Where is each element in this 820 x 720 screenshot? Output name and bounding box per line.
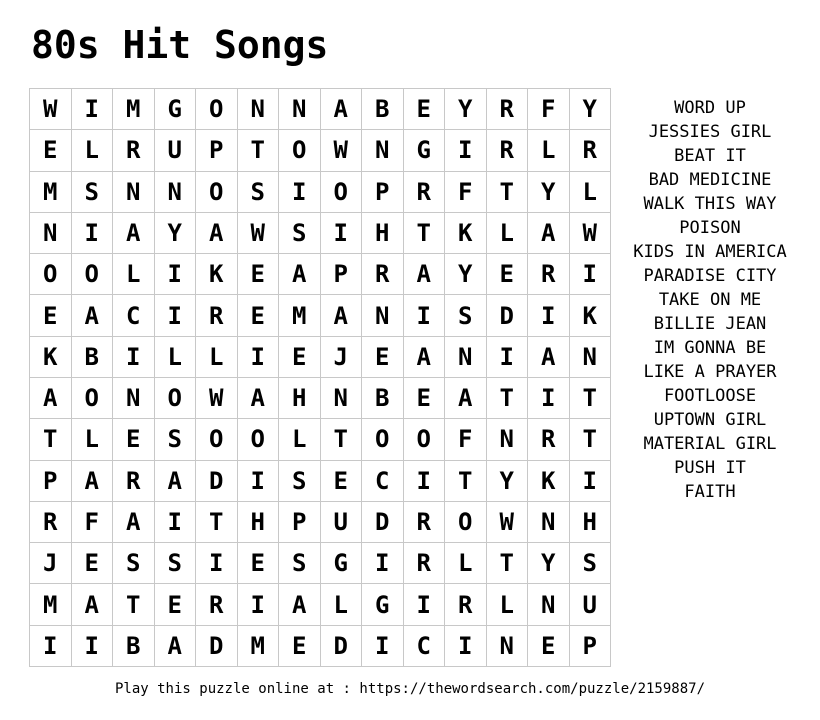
- word-list-item: FAITH: [684, 482, 736, 502]
- grid-cell[interactable]: K: [528, 461, 570, 502]
- grid-cell[interactable]: Y: [570, 89, 612, 130]
- grid-cell[interactable]: R: [196, 295, 238, 336]
- grid-cell[interactable]: R: [487, 89, 529, 130]
- grid-cell[interactable]: I: [72, 89, 114, 130]
- grid-cell[interactable]: O: [238, 419, 280, 460]
- grid-cell[interactable]: D: [321, 626, 363, 667]
- grid-cell[interactable]: W: [238, 213, 280, 254]
- grid-cell[interactable]: N: [113, 172, 155, 213]
- grid-cell[interactable]: I: [155, 254, 197, 295]
- grid-cell[interactable]: C: [404, 626, 446, 667]
- grid-cell[interactable]: I: [113, 337, 155, 378]
- grid-cell[interactable]: E: [404, 378, 446, 419]
- grid-cell[interactable]: S: [445, 295, 487, 336]
- grid-cell[interactable]: U: [155, 130, 197, 171]
- grid-cell[interactable]: K: [196, 254, 238, 295]
- grid-cell[interactable]: T: [238, 130, 280, 171]
- grid-cell[interactable]: H: [238, 502, 280, 543]
- grid-cell[interactable]: S: [155, 419, 197, 460]
- grid-cell[interactable]: A: [30, 378, 72, 419]
- grid-cell[interactable]: N: [528, 584, 570, 625]
- grid-cell[interactable]: O: [196, 172, 238, 213]
- grid-cell[interactable]: N: [155, 172, 197, 213]
- grid-cell[interactable]: H: [570, 502, 612, 543]
- grid-cell[interactable]: E: [362, 337, 404, 378]
- grid-cell[interactable]: A: [155, 626, 197, 667]
- word-list-item: WORD UP: [674, 98, 746, 118]
- grid-cell[interactable]: F: [445, 172, 487, 213]
- grid-cell[interactable]: F: [445, 419, 487, 460]
- grid-cell[interactable]: Y: [155, 213, 197, 254]
- grid-cell[interactable]: Y: [445, 254, 487, 295]
- grid-cell[interactable]: T: [487, 543, 529, 584]
- grid-cell[interactable]: I: [445, 626, 487, 667]
- grid-cell[interactable]: T: [487, 172, 529, 213]
- grid-cell[interactable]: O: [279, 130, 321, 171]
- grid-cell[interactable]: I: [279, 172, 321, 213]
- grid-cell[interactable]: A: [528, 213, 570, 254]
- grid-cell[interactable]: L: [72, 419, 114, 460]
- grid-cell[interactable]: A: [238, 378, 280, 419]
- grid-cell[interactable]: L: [155, 337, 197, 378]
- grid-cell[interactable]: I: [72, 626, 114, 667]
- grid-cell[interactable]: O: [155, 378, 197, 419]
- grid-cell[interactable]: E: [30, 295, 72, 336]
- grid-cell[interactable]: A: [113, 213, 155, 254]
- grid-cell[interactable]: N: [445, 337, 487, 378]
- grid-cell[interactable]: I: [570, 254, 612, 295]
- grid-cell[interactable]: L: [279, 419, 321, 460]
- grid-cell[interactable]: Y: [445, 89, 487, 130]
- grid-cell[interactable]: N: [362, 130, 404, 171]
- grid-cell[interactable]: D: [196, 461, 238, 502]
- grid-cell[interactable]: U: [570, 584, 612, 625]
- puzzle-title: 80s Hit Songs: [31, 23, 329, 67]
- grid-cell[interactable]: R: [113, 461, 155, 502]
- grid-cell[interactable]: A: [528, 337, 570, 378]
- grid-cell[interactable]: A: [155, 461, 197, 502]
- grid-cell[interactable]: G: [404, 130, 446, 171]
- grid-cell[interactable]: B: [113, 626, 155, 667]
- grid-cell[interactable]: N: [528, 502, 570, 543]
- grid-cell[interactable]: W: [196, 378, 238, 419]
- grid-cell[interactable]: S: [279, 461, 321, 502]
- grid-cell[interactable]: I: [196, 543, 238, 584]
- grid-cell[interactable]: G: [321, 543, 363, 584]
- grid-cell[interactable]: E: [30, 130, 72, 171]
- grid-cell[interactable]: A: [72, 461, 114, 502]
- word-list-item: UPTOWN GIRL: [653, 410, 767, 430]
- word-list-item: BILLIE JEAN: [653, 314, 767, 334]
- grid-cell[interactable]: T: [113, 584, 155, 625]
- grid-cell[interactable]: L: [570, 172, 612, 213]
- grid-cell[interactable]: E: [113, 419, 155, 460]
- grid-cell[interactable]: E: [238, 543, 280, 584]
- grid-cell[interactable]: E: [404, 89, 446, 130]
- grid-cell[interactable]: I: [238, 337, 280, 378]
- grid-cell[interactable]: R: [30, 502, 72, 543]
- grid-cell[interactable]: D: [196, 626, 238, 667]
- grid-cell[interactable]: R: [445, 584, 487, 625]
- grid-cell[interactable]: T: [321, 419, 363, 460]
- grid-cell[interactable]: I: [528, 378, 570, 419]
- grid-cell[interactable]: I: [404, 584, 446, 625]
- grid-cell[interactable]: P: [321, 254, 363, 295]
- grid-cell[interactable]: O: [196, 89, 238, 130]
- grid-cell[interactable]: S: [238, 172, 280, 213]
- grid-cell[interactable]: H: [279, 378, 321, 419]
- grid-cell[interactable]: S: [72, 172, 114, 213]
- grid-cell[interactable]: I: [238, 461, 280, 502]
- grid-cell[interactable]: R: [362, 254, 404, 295]
- grid-cell[interactable]: R: [404, 543, 446, 584]
- grid-cell[interactable]: E: [321, 461, 363, 502]
- grid-cell[interactable]: L: [487, 213, 529, 254]
- footer-play-online-text: Play this puzzle online at : https://thewordsearch.com/puzzle/2159887/: [114, 681, 705, 697]
- grid-cell[interactable]: E: [487, 254, 529, 295]
- grid-cell[interactable]: I: [72, 213, 114, 254]
- grid-cell[interactable]: A: [279, 584, 321, 625]
- grid-cell[interactable]: T: [404, 213, 446, 254]
- grid-cell[interactable]: S: [279, 543, 321, 584]
- grid-cell[interactable]: I: [362, 543, 404, 584]
- grid-cell[interactable]: I: [404, 461, 446, 502]
- grid-cell[interactable]: O: [321, 172, 363, 213]
- grid-cell[interactable]: P: [570, 626, 612, 667]
- grid-cell[interactable]: N: [238, 89, 280, 130]
- grid-cell[interactable]: L: [321, 584, 363, 625]
- grid-cell[interactable]: R: [404, 502, 446, 543]
- grid-cell[interactable]: S: [570, 543, 612, 584]
- grid-cell[interactable]: I: [155, 295, 197, 336]
- grid-cell[interactable]: L: [72, 130, 114, 171]
- grid-cell[interactable]: M: [30, 584, 72, 625]
- grid-cell[interactable]: O: [196, 419, 238, 460]
- word-list-item: WALK THIS WAY: [643, 194, 777, 214]
- grid-cell[interactable]: E: [238, 254, 280, 295]
- grid-cell[interactable]: R: [528, 419, 570, 460]
- grid-cell[interactable]: Y: [487, 461, 529, 502]
- grid-cell[interactable]: O: [445, 502, 487, 543]
- letter-grid[interactable]: [29, 88, 611, 667]
- grid-cell[interactable]: Y: [528, 543, 570, 584]
- grid-cell[interactable]: O: [404, 419, 446, 460]
- grid-cell[interactable]: W: [570, 213, 612, 254]
- word-list-item: IM GONNA BE: [653, 338, 767, 358]
- grid-cell[interactable]: I: [238, 584, 280, 625]
- grid-cell[interactable]: R: [528, 254, 570, 295]
- grid-cell[interactable]: E: [279, 337, 321, 378]
- grid-cell[interactable]: S: [155, 543, 197, 584]
- grid-cell[interactable]: S: [279, 213, 321, 254]
- word-list-item: LIKE A PRAYER: [643, 362, 777, 382]
- grid-cell[interactable]: T: [445, 461, 487, 502]
- grid-cell[interactable]: A: [404, 337, 446, 378]
- grid-cell[interactable]: E: [528, 626, 570, 667]
- grid-cell[interactable]: I: [528, 295, 570, 336]
- grid-cell[interactable]: M: [30, 172, 72, 213]
- word-list-item: PARADISE CITY: [643, 266, 777, 286]
- word-list-item: JESSIES GIRL: [648, 122, 772, 142]
- grid-cell[interactable]: O: [362, 419, 404, 460]
- grid-cell[interactable]: N: [279, 89, 321, 130]
- grid-cell[interactable]: K: [30, 337, 72, 378]
- grid-cell[interactable]: F: [72, 502, 114, 543]
- grid-cell[interactable]: E: [72, 543, 114, 584]
- grid-cell[interactable]: N: [113, 378, 155, 419]
- grid-cell[interactable]: A: [445, 378, 487, 419]
- grid-cell[interactable]: P: [279, 502, 321, 543]
- grid-cell[interactable]: J: [321, 337, 363, 378]
- grid-cell[interactable]: O: [72, 254, 114, 295]
- word-list-item: FOOTLOOSE: [663, 386, 757, 406]
- grid-cell[interactable]: R: [113, 130, 155, 171]
- grid-cell[interactable]: D: [362, 502, 404, 543]
- grid-cell[interactable]: W: [321, 130, 363, 171]
- grid-cell[interactable]: T: [30, 419, 72, 460]
- grid-cell[interactable]: N: [30, 213, 72, 254]
- grid-cell[interactable]: I: [321, 213, 363, 254]
- grid-cell[interactable]: R: [404, 172, 446, 213]
- grid-cell[interactable]: N: [487, 626, 529, 667]
- grid-cell[interactable]: A: [321, 89, 363, 130]
- grid-cell[interactable]: R: [487, 130, 529, 171]
- grid-cell[interactable]: T: [196, 502, 238, 543]
- grid-cell[interactable]: T: [487, 378, 529, 419]
- grid-cell[interactable]: K: [570, 295, 612, 336]
- grid-cell[interactable]: N: [321, 378, 363, 419]
- word-list-item: TAKE ON ME: [658, 290, 762, 310]
- grid-cell[interactable]: A: [72, 295, 114, 336]
- grid-cell[interactable]: O: [72, 378, 114, 419]
- grid-cell[interactable]: A: [404, 254, 446, 295]
- grid-cell[interactable]: L: [445, 543, 487, 584]
- grid-cell[interactable]: H: [362, 213, 404, 254]
- grid-cell[interactable]: Y: [528, 172, 570, 213]
- grid-cell[interactable]: P: [362, 172, 404, 213]
- grid-cell[interactable]: P: [30, 461, 72, 502]
- word-list-item: POISON: [679, 218, 741, 238]
- grid-cell[interactable]: O: [30, 254, 72, 295]
- grid-cell[interactable]: C: [113, 295, 155, 336]
- grid-cell[interactable]: P: [196, 130, 238, 171]
- grid-cell[interactable]: A: [72, 584, 114, 625]
- grid-cell[interactable]: I: [570, 461, 612, 502]
- grid-cell[interactable]: U: [321, 502, 363, 543]
- grid-cell[interactable]: E: [238, 295, 280, 336]
- grid-cell[interactable]: E: [155, 584, 197, 625]
- grid-cell[interactable]: D: [487, 295, 529, 336]
- grid-cell[interactable]: I: [155, 502, 197, 543]
- grid-cell[interactable]: W: [487, 502, 529, 543]
- word-list-item: KIDS IN AMERICA: [633, 242, 787, 262]
- grid-cell[interactable]: I: [30, 626, 72, 667]
- grid-cell[interactable]: N: [487, 419, 529, 460]
- grid-cell[interactable]: T: [570, 419, 612, 460]
- grid-cell[interactable]: K: [445, 213, 487, 254]
- grid-cell[interactable]: J: [30, 543, 72, 584]
- word-list-item: BAD MEDICINE: [648, 170, 772, 190]
- grid-cell[interactable]: N: [570, 337, 612, 378]
- grid-cell[interactable]: A: [279, 254, 321, 295]
- grid-cell[interactable]: T: [570, 378, 612, 419]
- grid-cell[interactable]: N: [362, 295, 404, 336]
- word-list-item: PUSH IT: [674, 458, 746, 478]
- grid-cell[interactable]: B: [72, 337, 114, 378]
- grid-cell[interactable]: R: [196, 584, 238, 625]
- grid-cell[interactable]: A: [321, 295, 363, 336]
- grid-cell[interactable]: L: [528, 130, 570, 171]
- grid-cell[interactable]: I: [362, 626, 404, 667]
- grid-cell[interactable]: M: [238, 626, 280, 667]
- grid-cell[interactable]: A: [196, 213, 238, 254]
- grid-cell[interactable]: I: [404, 295, 446, 336]
- grid-cell[interactable]: M: [113, 89, 155, 130]
- grid-cell[interactable]: E: [279, 626, 321, 667]
- grid-cell[interactable]: G: [155, 89, 197, 130]
- grid-cell[interactable]: R: [570, 130, 612, 171]
- grid-cell[interactable]: F: [528, 89, 570, 130]
- grid-cell[interactable]: B: [362, 89, 404, 130]
- grid-cell[interactable]: L: [487, 584, 529, 625]
- word-list-item: MATERIAL GIRL: [643, 434, 777, 454]
- grid-cell[interactable]: B: [362, 378, 404, 419]
- word-list: [630, 96, 790, 504]
- grid-cell[interactable]: M: [279, 295, 321, 336]
- word-list-item: BEAT IT: [674, 146, 746, 166]
- grid-cell[interactable]: I: [445, 130, 487, 171]
- grid-cell[interactable]: G: [362, 584, 404, 625]
- grid-cell[interactable]: W: [30, 89, 72, 130]
- grid-cell[interactable]: L: [113, 254, 155, 295]
- grid-cell[interactable]: L: [196, 337, 238, 378]
- grid-cell[interactable]: C: [362, 461, 404, 502]
- grid-cell[interactable]: S: [113, 543, 155, 584]
- grid-cell[interactable]: I: [487, 337, 529, 378]
- grid-cell[interactable]: A: [113, 502, 155, 543]
